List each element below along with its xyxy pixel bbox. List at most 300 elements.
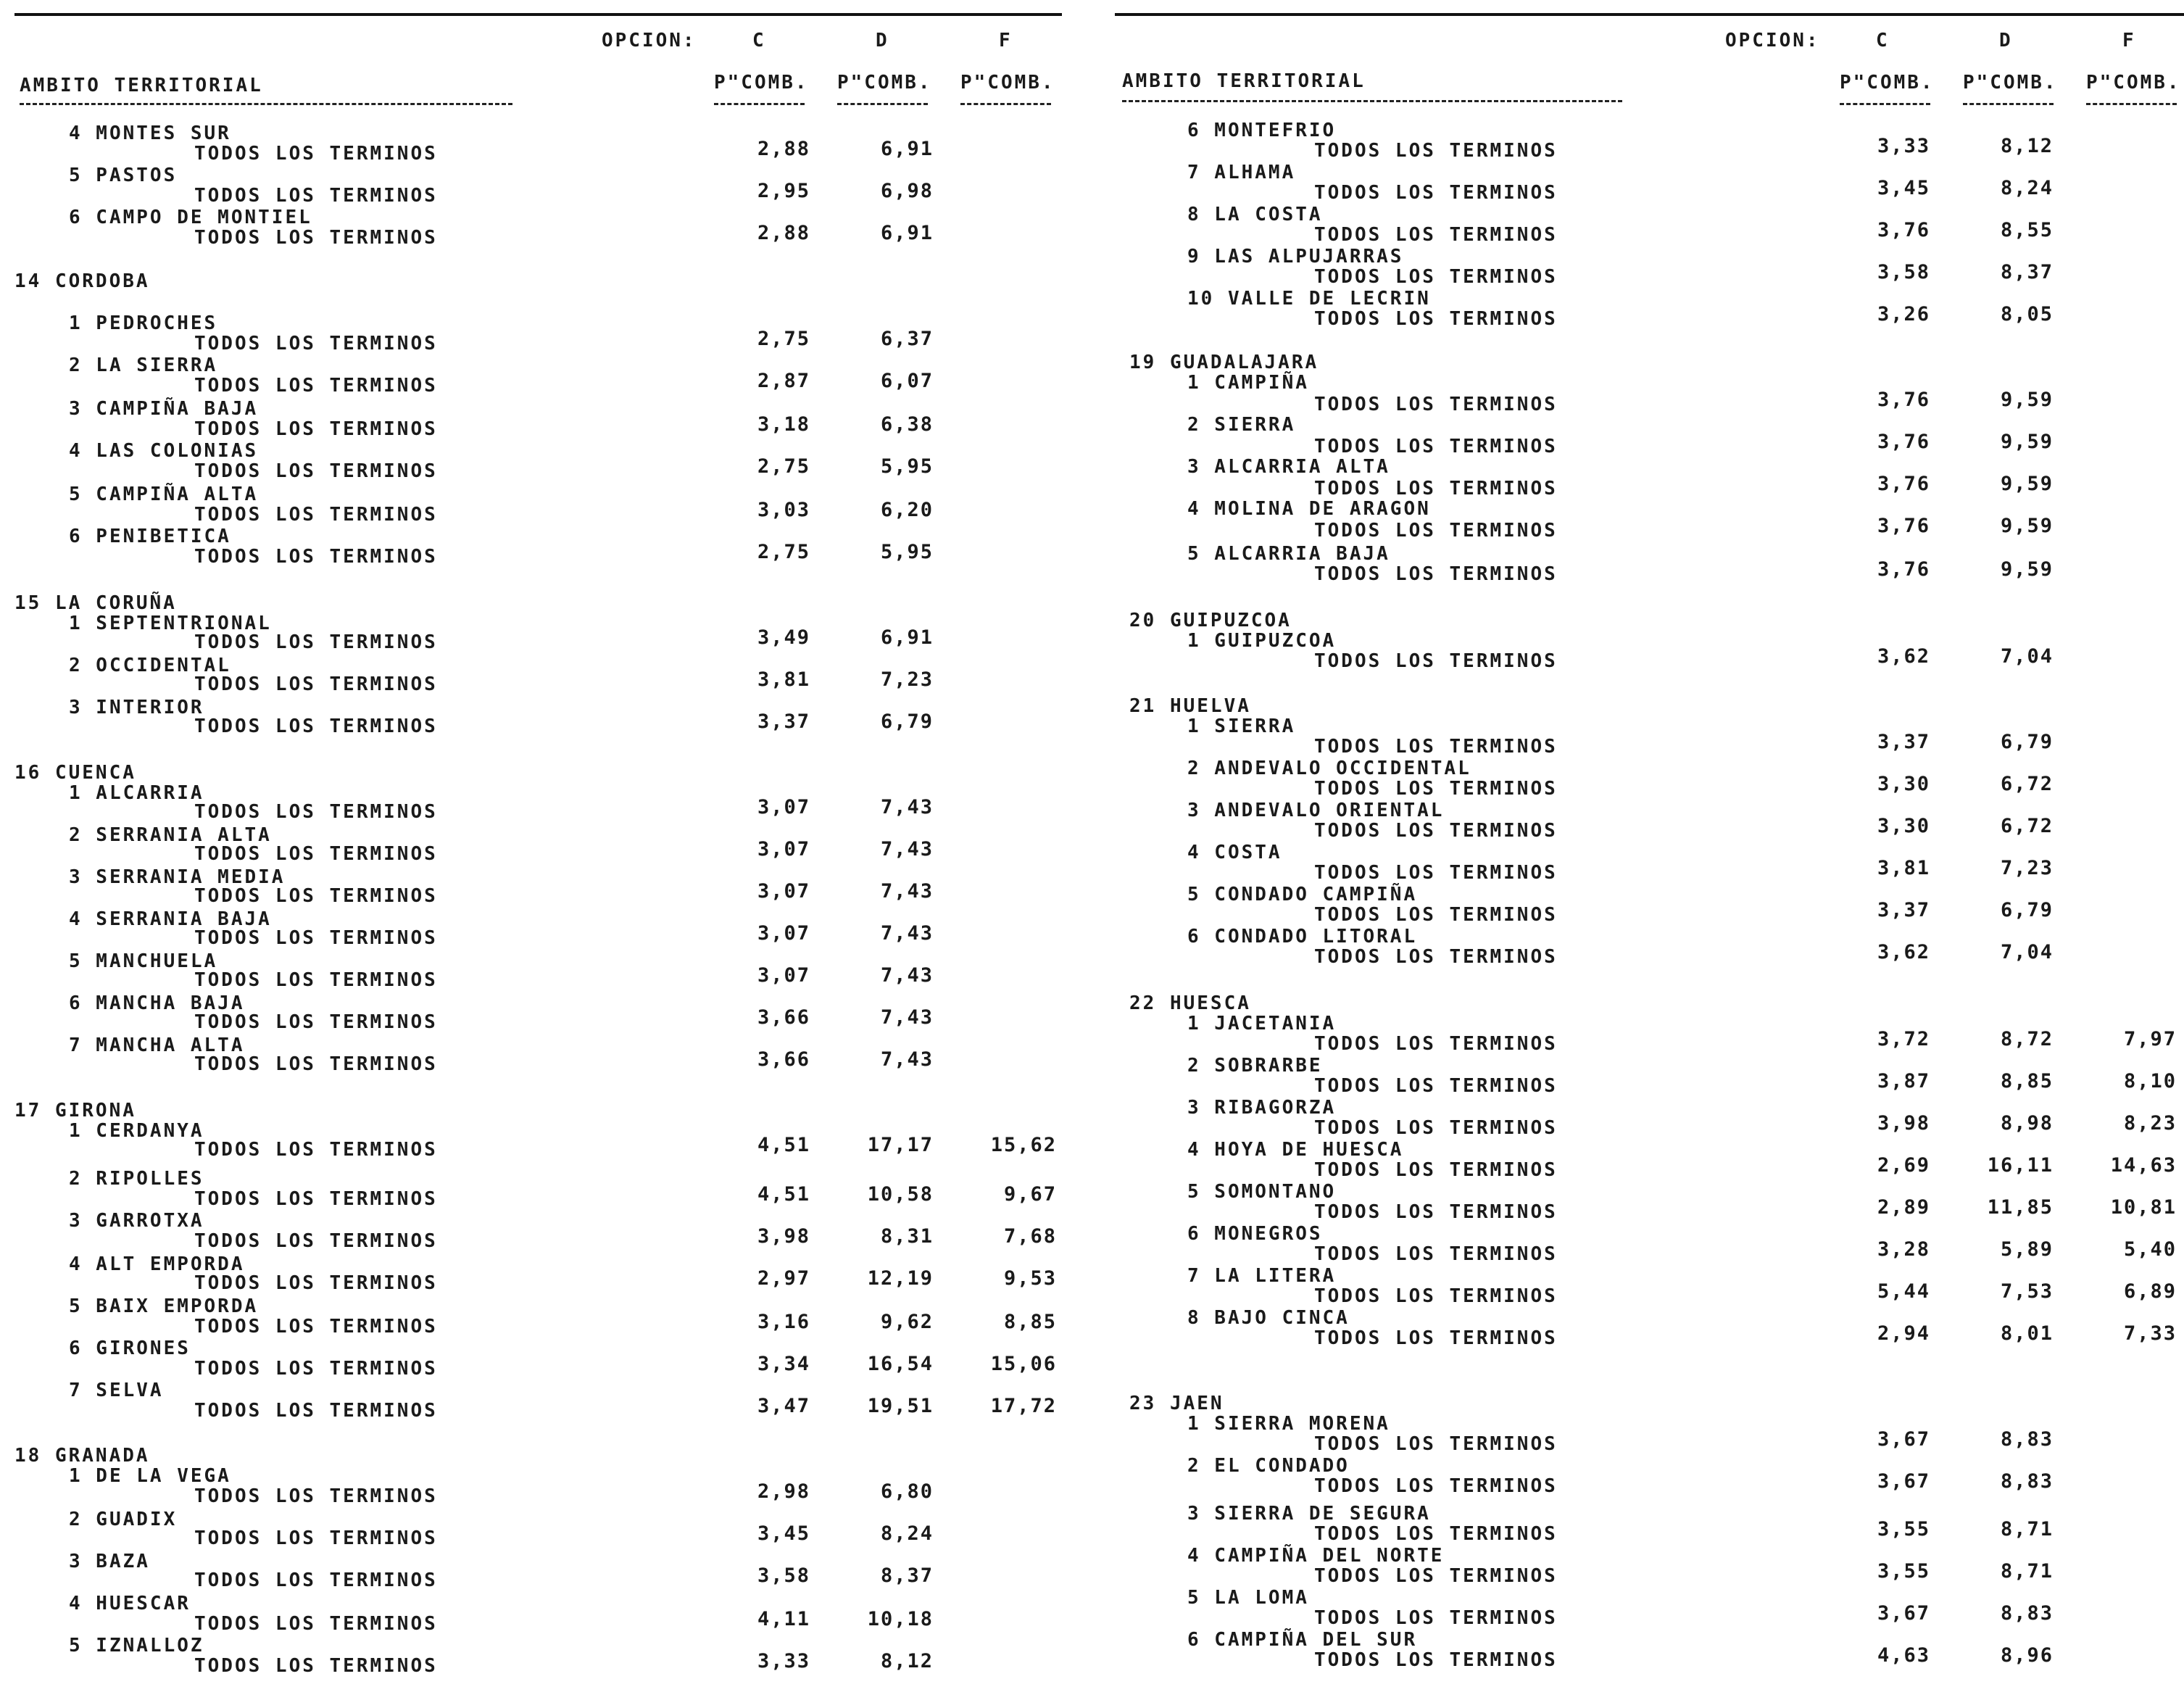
- value-d: 8,83: [2000, 1470, 2054, 1493]
- comarca-label: 1 CAMPIÑA: [1187, 372, 1309, 394]
- value-d: 8,83: [2000, 1428, 2054, 1451]
- value-d: 8,83: [2000, 1602, 2054, 1625]
- value-c: 3,76: [1877, 558, 1930, 581]
- value-c: 4,51: [757, 1183, 810, 1206]
- comarca-label: 2 LA SIERRA: [69, 354, 218, 376]
- value-c: 2,75: [757, 541, 810, 563]
- value-c: 3,30: [1877, 773, 1930, 795]
- todos-los-terminos-label: TODOS LOS TERMINOS: [194, 504, 438, 526]
- value-c: 5,44: [1877, 1280, 1930, 1303]
- opcion-label: OPCION:: [602, 30, 697, 51]
- value-c: 2,98: [757, 1480, 810, 1503]
- comarca-label: 5 ALCARRIA BAJA: [1187, 543, 1390, 565]
- todos-los-terminos-label: TODOS LOS TERMINOS: [194, 1011, 438, 1033]
- comarca-label: 8 BAJO CINCA: [1187, 1307, 1350, 1329]
- todos-los-terminos-label: TODOS LOS TERMINOS: [194, 460, 438, 482]
- comarca-label: 3 SIERRA DE SEGURA: [1187, 1503, 1431, 1525]
- value-c: 3,76: [1877, 389, 1930, 411]
- todos-los-terminos-label: TODOS LOS TERMINOS: [194, 885, 438, 907]
- top-rule: [1115, 13, 2184, 16]
- todos-los-terminos-label: TODOS LOS TERMINOS: [1314, 862, 1558, 884]
- comarca-label: 5 CAMPIÑA ALTA: [69, 484, 259, 505]
- value-d: 10,58: [867, 1183, 934, 1206]
- todos-los-terminos-label: TODOS LOS TERMINOS: [194, 333, 438, 354]
- province-heading: 18 GRANADA: [14, 1445, 150, 1467]
- todos-los-terminos-label: TODOS LOS TERMINOS: [194, 631, 438, 653]
- value-d: 6,72: [2000, 773, 2054, 795]
- value-d: 7,04: [2000, 645, 2054, 668]
- value-c: 3,81: [1877, 857, 1930, 879]
- todos-los-terminos-label: TODOS LOS TERMINOS: [194, 375, 438, 397]
- value-c: 2,89: [1877, 1196, 1930, 1219]
- todos-los-terminos-label: TODOS LOS TERMINOS: [194, 185, 438, 207]
- value-d: 6,91: [880, 626, 934, 649]
- ambito-label: AMBITO TERRITORIAL: [1122, 70, 1366, 92]
- todos-los-terminos-label: TODOS LOS TERMINOS: [194, 1188, 438, 1210]
- value-d: 8,71: [2000, 1518, 2054, 1541]
- value-d: 6,37: [880, 328, 934, 350]
- value-c: 3,81: [757, 668, 810, 691]
- todos-los-terminos-label: TODOS LOS TERMINOS: [1314, 436, 1558, 457]
- province-heading: 15 LA CORUÑA: [14, 592, 177, 614]
- comarca-label: 4 SERRANIA BAJA: [69, 908, 272, 930]
- value-d: 9,59: [2000, 473, 2054, 495]
- value-d: 11,85: [1987, 1196, 2054, 1219]
- comarca-label: 7 SELVA: [69, 1380, 164, 1401]
- value-f: 9,53: [1003, 1267, 1057, 1290]
- todos-los-terminos-label: TODOS LOS TERMINOS: [194, 227, 438, 249]
- todos-los-terminos-label: TODOS LOS TERMINOS: [1314, 1033, 1558, 1055]
- todos-los-terminos-label: TODOS LOS TERMINOS: [194, 1230, 438, 1252]
- todos-los-terminos-label: TODOS LOS TERMINOS: [1314, 1433, 1558, 1455]
- col-c-header: P"COMB.: [714, 72, 809, 94]
- value-c: 3,58: [757, 1564, 810, 1587]
- col-f-underline: [2086, 103, 2177, 105]
- value-c: 2,97: [757, 1267, 810, 1290]
- comarca-label: 1 DE LA VEGA: [69, 1465, 231, 1487]
- col-c-underline: [714, 103, 805, 105]
- todos-los-terminos-label: TODOS LOS TERMINOS: [194, 1400, 438, 1422]
- value-c: 3,58: [1877, 261, 1930, 283]
- comarca-label: 2 ANDEVALO OCCIDENTAL: [1187, 758, 1471, 779]
- value-d: 16,54: [867, 1353, 934, 1375]
- todos-los-terminos-label: TODOS LOS TERMINOS: [1314, 182, 1558, 204]
- todos-los-terminos-label: TODOS LOS TERMINOS: [1314, 308, 1558, 330]
- value-c: 3,37: [1877, 731, 1930, 753]
- comarca-label: 7 ALHAMA: [1187, 162, 1296, 183]
- value-c: 3,76: [1877, 431, 1930, 453]
- todos-los-terminos-label: TODOS LOS TERMINOS: [1314, 1523, 1558, 1545]
- comarca-label: 4 ALT EMPORDA: [69, 1253, 245, 1275]
- todos-los-terminos-label: TODOS LOS TERMINOS: [1314, 736, 1558, 758]
- ambito-underline: [20, 103, 512, 105]
- comarca-label: 3 RIBAGORZA: [1187, 1097, 1337, 1119]
- todos-los-terminos-label: TODOS LOS TERMINOS: [1314, 820, 1558, 842]
- comarca-label: 3 INTERIOR: [69, 697, 204, 718]
- todos-los-terminos-label: TODOS LOS TERMINOS: [1314, 946, 1558, 968]
- todos-los-terminos-label: TODOS LOS TERMINOS: [1314, 904, 1558, 926]
- todos-los-terminos-label: TODOS LOS TERMINOS: [194, 1139, 438, 1161]
- todos-los-terminos-label: TODOS LOS TERMINOS: [1314, 224, 1558, 246]
- comarca-label: 3 CAMPIÑA BAJA: [69, 398, 259, 420]
- value-c: 2,75: [757, 328, 810, 350]
- comarca-label: 5 IZNALLOZ: [69, 1635, 204, 1657]
- value-d: 6,98: [880, 180, 934, 202]
- value-d: 8,85: [2000, 1070, 2054, 1092]
- value-d: 17,17: [867, 1134, 934, 1156]
- value-c: 3,66: [757, 1006, 810, 1029]
- comarca-label: 3 GARROTXA: [69, 1210, 204, 1232]
- comarca-label: 3 ANDEVALO ORIENTAL: [1187, 800, 1445, 821]
- comarca-label: 2 GUADIX: [69, 1509, 178, 1530]
- value-f: 7,33: [2123, 1322, 2177, 1345]
- value-c: 3,67: [1877, 1602, 1930, 1625]
- value-c: 3,07: [757, 964, 810, 987]
- value-c: 3,67: [1877, 1470, 1930, 1493]
- province-heading: 21 HUELVA: [1129, 695, 1251, 717]
- todos-los-terminos-label: TODOS LOS TERMINOS: [194, 1570, 438, 1591]
- todos-los-terminos-label: TODOS LOS TERMINOS: [1314, 1475, 1558, 1497]
- col-f-header: P"COMB.: [2086, 72, 2181, 94]
- value-c: 4,51: [757, 1134, 810, 1156]
- province-heading: 17 GIRONA: [14, 1100, 136, 1121]
- value-d: 7,43: [880, 796, 934, 818]
- value-c: 3,33: [1877, 135, 1930, 157]
- value-c: 2,88: [757, 138, 810, 160]
- value-d: 8,12: [2000, 135, 2054, 157]
- todos-los-terminos-label: TODOS LOS TERMINOS: [194, 1527, 438, 1549]
- comarca-label: 3 BAZA: [69, 1551, 150, 1572]
- value-d: 7,04: [2000, 941, 2054, 963]
- value-c: 4,11: [757, 1608, 810, 1630]
- todos-los-terminos-label: TODOS LOS TERMINOS: [194, 143, 438, 165]
- comarca-label: 2 SIERRA: [1187, 414, 1296, 436]
- province-heading: 19 GUADALAJARA: [1129, 352, 1319, 373]
- comarca-label: 1 PEDROCHES: [69, 312, 218, 334]
- value-d: 6,38: [880, 413, 934, 436]
- comarca-label: 2 SOBRARBE: [1187, 1055, 1323, 1077]
- comarca-label: 6 GIRONES: [69, 1338, 191, 1359]
- todos-los-terminos-label: TODOS LOS TERMINOS: [1314, 1075, 1558, 1097]
- value-f: 7,68: [1003, 1225, 1057, 1248]
- ambito-underline: [1122, 100, 1622, 102]
- comarca-label: 4 MONTES SUR: [69, 123, 231, 144]
- todos-los-terminos-label: TODOS LOS TERMINOS: [194, 673, 438, 695]
- value-d: 7,43: [880, 880, 934, 903]
- comarca-label: 2 SERRANIA ALTA: [69, 824, 272, 846]
- todos-los-terminos-label: TODOS LOS TERMINOS: [1314, 394, 1558, 415]
- value-d: 6,79: [880, 710, 934, 733]
- todos-los-terminos-label: TODOS LOS TERMINOS: [1314, 478, 1558, 499]
- todos-los-terminos-label: TODOS LOS TERMINOS: [1314, 650, 1558, 672]
- value-f: 8,85: [1003, 1311, 1057, 1333]
- option-d-label: D: [1999, 30, 2013, 51]
- value-d: 8,98: [2000, 1112, 2054, 1135]
- comarca-label: 6 PENIBETICA: [69, 526, 231, 547]
- value-c: 3,67: [1877, 1428, 1930, 1451]
- todos-los-terminos-label: TODOS LOS TERMINOS: [194, 843, 438, 865]
- value-c: 3,76: [1877, 219, 1930, 241]
- value-c: 3,33: [757, 1650, 810, 1672]
- value-c: 3,62: [1877, 645, 1930, 668]
- value-c: 3,37: [1877, 899, 1930, 921]
- option-d-label: D: [876, 30, 889, 51]
- value-c: 2,95: [757, 180, 810, 202]
- value-c: 3,07: [757, 922, 810, 945]
- value-d: 7,23: [880, 668, 934, 691]
- comarca-label: 6 MANCHA BAJA: [69, 992, 245, 1014]
- value-c: 3,98: [757, 1225, 810, 1248]
- value-d: 8,71: [2000, 1560, 2054, 1583]
- todos-los-terminos-label: TODOS LOS TERMINOS: [194, 1613, 438, 1635]
- value-d: 6,72: [2000, 815, 2054, 837]
- todos-los-terminos-label: TODOS LOS TERMINOS: [1314, 1649, 1558, 1671]
- value-f: 15,62: [990, 1134, 1057, 1156]
- value-d: 7,43: [880, 1006, 934, 1029]
- value-c: 3,26: [1877, 303, 1930, 326]
- comarca-label: 5 CONDADO CAMPIÑA: [1187, 884, 1418, 905]
- todos-los-terminos-label: TODOS LOS TERMINOS: [194, 969, 438, 991]
- col-d-underline: [837, 103, 928, 105]
- value-c: 3,76: [1877, 473, 1930, 495]
- value-d: 8,05: [2000, 303, 2054, 326]
- todos-los-terminos-label: TODOS LOS TERMINOS: [1314, 563, 1558, 585]
- value-d: 8,12: [880, 1650, 934, 1672]
- value-c: 4,63: [1877, 1644, 1930, 1667]
- comarca-label: 9 LAS ALPUJARRAS: [1187, 246, 1404, 268]
- comarca-label: 6 CAMPO DE MONTIEL: [69, 207, 312, 228]
- comarca-label: 1 SEPTENTRIONAL: [69, 613, 272, 634]
- todos-los-terminos-label: TODOS LOS TERMINOS: [1314, 140, 1558, 162]
- value-c: 3,28: [1877, 1238, 1930, 1261]
- todos-los-terminos-label: TODOS LOS TERMINOS: [194, 1053, 438, 1075]
- todos-los-terminos-label: TODOS LOS TERMINOS: [194, 1358, 438, 1380]
- value-c: 2,69: [1877, 1154, 1930, 1177]
- value-f: 15,06: [990, 1353, 1057, 1375]
- value-f: 10,81: [2110, 1196, 2177, 1219]
- todos-los-terminos-label: TODOS LOS TERMINOS: [194, 1316, 438, 1338]
- value-d: 8,37: [880, 1564, 934, 1587]
- col-c-header: P"COMB.: [1840, 72, 1935, 94]
- value-d: 5,95: [880, 541, 934, 563]
- value-d: 6,79: [2000, 899, 2054, 921]
- value-d: 9,59: [2000, 558, 2054, 581]
- col-c-underline: [1840, 103, 1930, 105]
- todos-los-terminos-label: TODOS LOS TERMINOS: [1314, 1565, 1558, 1587]
- comarca-label: 6 MONEGROS: [1187, 1223, 1323, 1245]
- value-d: 6,91: [880, 138, 934, 160]
- value-d: 8,31: [880, 1225, 934, 1248]
- col-d-header: P"COMB.: [837, 72, 932, 94]
- comarca-label: 8 LA COSTA: [1187, 204, 1323, 225]
- value-c: 3,03: [757, 499, 810, 521]
- value-c: 3,72: [1877, 1028, 1930, 1050]
- value-c: 3,37: [757, 710, 810, 733]
- value-d: 16,11: [1987, 1154, 2054, 1177]
- value-c: 3,34: [757, 1353, 810, 1375]
- right-page: [1115, 0, 2184, 1700]
- value-c: 2,88: [757, 222, 810, 244]
- ambito-label: AMBITO TERRITORIAL: [20, 75, 263, 96]
- comarca-label: 1 CERDANYA: [69, 1120, 204, 1142]
- value-d: 7,43: [880, 922, 934, 945]
- value-c: 3,07: [757, 796, 810, 818]
- comarca-label: 4 CAMPIÑA DEL NORTE: [1187, 1545, 1445, 1567]
- value-c: 3,55: [1877, 1518, 1930, 1541]
- todos-los-terminos-label: TODOS LOS TERMINOS: [1314, 1201, 1558, 1223]
- value-d: 7,23: [2000, 857, 2054, 879]
- value-c: 2,87: [757, 370, 810, 392]
- comarca-label: 3 SERRANIA MEDIA: [69, 866, 286, 888]
- comarca-label: 4 LAS COLONIAS: [69, 440, 259, 462]
- value-f: 14,63: [2110, 1154, 2177, 1177]
- value-f: 8,23: [2123, 1112, 2177, 1135]
- value-c: 3,47: [757, 1395, 810, 1417]
- value-c: 3,76: [1877, 515, 1930, 537]
- value-d: 8,24: [880, 1522, 934, 1545]
- value-c: 3,49: [757, 626, 810, 649]
- comarca-label: 6 CAMPIÑA DEL SUR: [1187, 1629, 1418, 1651]
- value-c: 3,45: [757, 1522, 810, 1545]
- value-d: 8,24: [2000, 177, 2054, 199]
- value-f: 6,89: [2123, 1280, 2177, 1303]
- comarca-label: 5 SOMONTANO: [1187, 1181, 1337, 1203]
- value-c: 3,45: [1877, 177, 1930, 199]
- value-f: 9,67: [1003, 1183, 1057, 1206]
- province-heading: 14 CORDOBA: [14, 270, 150, 292]
- value-d: 9,62: [880, 1311, 934, 1333]
- value-d: 19,51: [867, 1395, 934, 1417]
- comarca-label: 6 CONDADO LITORAL: [1187, 926, 1418, 948]
- value-d: 9,59: [2000, 515, 2054, 537]
- value-d: 5,95: [880, 455, 934, 478]
- province-heading: 20 GUIPUZCOA: [1129, 610, 1292, 631]
- comarca-label: 1 SIERRA: [1187, 716, 1296, 737]
- col-f-header: P"COMB.: [960, 72, 1055, 94]
- comarca-label: 1 JACETANIA: [1187, 1013, 1337, 1034]
- value-d: 6,80: [880, 1480, 934, 1503]
- value-c: 2,94: [1877, 1322, 1930, 1345]
- province-heading: 23 JAEN: [1129, 1393, 1224, 1414]
- todos-los-terminos-label: TODOS LOS TERMINOS: [194, 716, 438, 737]
- value-d: 9,59: [2000, 431, 2054, 453]
- comarca-label: 1 GUIPUZCOA: [1187, 630, 1337, 652]
- value-d: 8,72: [2000, 1028, 2054, 1050]
- col-d-header: P"COMB.: [1963, 72, 2058, 94]
- value-d: 8,96: [2000, 1644, 2054, 1667]
- comarca-label: 3 ALCARRIA ALTA: [1187, 456, 1390, 478]
- value-c: 3,07: [757, 880, 810, 903]
- value-d: 10,18: [867, 1608, 934, 1630]
- province-heading: 16 CUENCA: [14, 762, 136, 784]
- value-d: 5,89: [2000, 1238, 2054, 1261]
- todos-los-terminos-label: TODOS LOS TERMINOS: [1314, 1285, 1558, 1307]
- comarca-label: 4 MOLINA DE ARAGON: [1187, 498, 1431, 520]
- comarca-label: 4 HUESCAR: [69, 1593, 191, 1614]
- todos-los-terminos-label: TODOS LOS TERMINOS: [1314, 1159, 1558, 1181]
- comarca-label: 1 SIERRA MORENA: [1187, 1413, 1390, 1435]
- comarca-label: 2 OCCIDENTAL: [69, 655, 231, 676]
- value-d: 7,43: [880, 1048, 934, 1071]
- value-d: 6,20: [880, 499, 934, 521]
- todos-los-terminos-label: TODOS LOS TERMINOS: [1314, 520, 1558, 542]
- value-f: 7,97: [2123, 1028, 2177, 1050]
- todos-los-terminos-label: TODOS LOS TERMINOS: [1314, 266, 1558, 288]
- value-d: 6,91: [880, 222, 934, 244]
- todos-los-terminos-label: TODOS LOS TERMINOS: [1314, 1117, 1558, 1139]
- col-d-underline: [1963, 103, 2054, 105]
- comarca-label: 7 LA LITERA: [1187, 1265, 1337, 1287]
- todos-los-terminos-label: TODOS LOS TERMINOS: [194, 546, 438, 568]
- value-d: 8,55: [2000, 219, 2054, 241]
- todos-los-terminos-label: TODOS LOS TERMINOS: [1314, 1607, 1558, 1629]
- option-c-label: C: [1876, 30, 1890, 51]
- value-c: 3,16: [757, 1311, 810, 1333]
- comarca-label: 2 RIPOLLES: [69, 1168, 204, 1190]
- option-f-label: F: [999, 30, 1013, 51]
- value-c: 3,87: [1877, 1070, 1930, 1092]
- col-f-underline: [960, 103, 1051, 105]
- todos-los-terminos-label: TODOS LOS TERMINOS: [194, 418, 438, 440]
- value-d: 7,43: [880, 838, 934, 861]
- value-d: 9,59: [2000, 389, 2054, 411]
- todos-los-terminos-label: TODOS LOS TERMINOS: [194, 1272, 438, 1294]
- comarca-label: 10 VALLE DE LECRIN: [1187, 288, 1431, 310]
- value-f: 8,10: [2123, 1070, 2177, 1092]
- value-c: 3,62: [1877, 941, 1930, 963]
- value-c: 2,75: [757, 455, 810, 478]
- option-f-label: F: [2122, 30, 2136, 51]
- province-heading: 22 HUESCA: [1129, 992, 1251, 1014]
- value-d: 8,37: [2000, 261, 2054, 283]
- comarca-label: 5 BAIX EMPORDA: [69, 1295, 259, 1317]
- comarca-label: 2 EL CONDADO: [1187, 1455, 1350, 1477]
- comarca-label: 5 MANCHUELA: [69, 950, 218, 972]
- todos-los-terminos-label: TODOS LOS TERMINOS: [1314, 778, 1558, 800]
- value-f: 17,72: [990, 1395, 1057, 1417]
- value-c: 3,98: [1877, 1112, 1930, 1135]
- value-d: 12,19: [867, 1267, 934, 1290]
- todos-los-terminos-label: TODOS LOS TERMINOS: [194, 1485, 438, 1507]
- comarca-label: 6 MONTEFRIO: [1187, 120, 1337, 141]
- comarca-label: 7 MANCHA ALTA: [69, 1034, 245, 1056]
- comarca-label: 1 ALCARRIA: [69, 782, 204, 804]
- opcion-label: OPCION:: [1725, 30, 1820, 51]
- value-d: 8,01: [2000, 1322, 2054, 1345]
- comarca-label: 5 PASTOS: [69, 165, 178, 186]
- value-c: 3,55: [1877, 1560, 1930, 1583]
- value-f: 5,40: [2123, 1238, 2177, 1261]
- value-d: 6,07: [880, 370, 934, 392]
- todos-los-terminos-label: TODOS LOS TERMINOS: [194, 801, 438, 823]
- value-c: 3,30: [1877, 815, 1930, 837]
- value-d: 6,79: [2000, 731, 2054, 753]
- todos-los-terminos-label: TODOS LOS TERMINOS: [1314, 1243, 1558, 1265]
- todos-los-terminos-label: TODOS LOS TERMINOS: [194, 927, 438, 949]
- value-c: 3,07: [757, 838, 810, 861]
- value-d: 7,43: [880, 964, 934, 987]
- todos-los-terminos-label: TODOS LOS TERMINOS: [1314, 1327, 1558, 1349]
- value-c: 3,18: [757, 413, 810, 436]
- value-d: 7,53: [2000, 1280, 2054, 1303]
- top-rule: [14, 13, 1062, 16]
- option-c-label: C: [752, 30, 766, 51]
- comarca-label: 4 HOYA DE HUESCA: [1187, 1139, 1404, 1161]
- value-c: 3,66: [757, 1048, 810, 1071]
- comarca-label: 5 LA LOMA: [1187, 1587, 1309, 1609]
- comarca-label: 4 COSTA: [1187, 842, 1282, 863]
- left-page: [0, 0, 1087, 1700]
